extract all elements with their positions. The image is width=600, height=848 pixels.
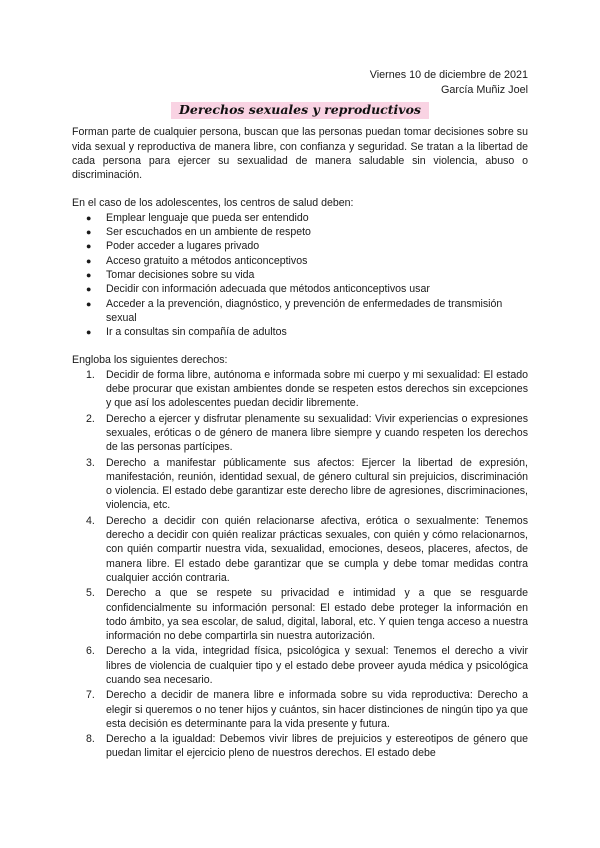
list-item-text: Ser escuchados en un ambiente de respeto [106, 226, 311, 239]
item-number: 6. [86, 645, 95, 658]
item-number: 8. [86, 733, 95, 746]
intro-paragraph: Forman parte de cualquier persona, buscan que las personas puedan tomar decisiones sobre su vida sexual y reproductiva de manera libre, con confianza y seguridad. Se tratan a la libertad de cada persona para ejercer su sexualidad de manera saludable sin violencia, abuso o discriminación. [72, 126, 528, 182]
list-item [86, 412, 528, 455]
list-item [86, 586, 528, 643]
date-line: Viernes 10 de diciembre de 2021 [369, 69, 528, 81]
list-item-text: Poder acceder a lugares privado [106, 240, 260, 253]
document-header [72, 68, 528, 98]
list-item [86, 211, 528, 225]
list-item-text: Derecho a manifestar públicamente sus afectos: Ejercer la libertad de expresión, manifestación, reunión, identidad sexual, de género cultural sin prejuicios, discriminación o violencia. El estado debe garantizar este derecho libre de agresiones, discriminaciones, violencia, etc. [106, 456, 528, 512]
bullet-icon: ● [86, 298, 92, 309]
list-item [86, 514, 528, 585]
list-item [86, 644, 528, 687]
rights-list [72, 368, 528, 761]
item-number: 2. [86, 412, 95, 425]
item-number: 3. [86, 456, 95, 469]
health-centers-lead: En el caso de los adolescentes, los centros de salud deben: [72, 197, 354, 210]
list-item [86, 225, 528, 239]
list-item-text: Emplear lenguaje que pueda ser entendido [106, 211, 309, 224]
title-wrapper [72, 102, 528, 119]
bullet-icon: ● [86, 255, 92, 266]
health-centers-list [72, 211, 528, 340]
bullet-icon: ● [86, 227, 92, 238]
item-number: 7. [86, 689, 95, 702]
list-item [86, 239, 528, 253]
list-item [86, 368, 528, 411]
list-item [86, 282, 528, 296]
list-item [86, 688, 528, 731]
list-item-text: Derecho a que se respete su privacidad e intimidad y a que se resguarde confidencialmente su información personal: El estado debe proteger la información en todo ámbito, ya sea escolar, de salud, digital, laboral, etc. Y quien tenga acceso a nuestra información no debe compartirla sin nuestra autorización. [106, 587, 528, 643]
list-item [86, 297, 528, 326]
author-line: García Muñiz Joel [440, 84, 528, 96]
list-item-text: Derecho a ejercer y disfrutar plenamente su sexualidad: Vivir experiencias o expresiones sexuales, eróticas o de género de manera libre siempre y cuando respeten los derechos de las personas partícipes. [106, 412, 528, 454]
bullet-icon: ● [86, 327, 92, 338]
list-item [86, 325, 528, 339]
list-item-text: Ir a consultas sin compañía de adultos [106, 326, 287, 339]
list-item [86, 456, 528, 513]
list-item-text: Derecho a decidir con quién relacionarse afectiva, erótica o sexualmente: Tenemos derecho a decidir con quién realizar prácticas sexuales, con quién y cómo relacionarnos, con quién compartir nuestra vida, sexualidad, emociones, deseos, placeres, afectos, de manera libre. El estado debe garantizar que se cumpla y debe tomar medidas contra cualquier acción contraria. [106, 514, 528, 584]
rights-lead: Engloba los siguientes derechos: [72, 354, 228, 367]
bullet-icon: ● [86, 269, 92, 280]
list-item [86, 254, 528, 268]
bullet-icon: ● [86, 284, 92, 295]
list-item [86, 732, 528, 761]
bullet-icon: ● [86, 212, 92, 223]
item-number: 1. [86, 368, 95, 381]
spacer [72, 339, 528, 353]
list-item [86, 268, 528, 282]
list-item-text: Tomar decisiones sobre su vida [106, 268, 255, 281]
list-item-text: Derecho a la igualdad: Debemos vivir libres de prejuicios y estereotipos de género que puedan limitar el ejercicio pleno de nuestros derechos. El estado debe [106, 733, 528, 760]
page-title: Derechos sexuales y reproductivos [171, 102, 429, 119]
item-number: 4. [86, 514, 95, 527]
list-item-text: Acceder a la prevención, diagnóstico, y prevención de enfermedades de transmisión sexual [106, 297, 503, 324]
bullet-icon: ● [86, 241, 92, 252]
list-item-text: Acceso gratuito a métodos anticonceptivos [106, 254, 308, 267]
list-item-text: Decidir de forma libre, autónoma e informada sobre mi cuerpo y mi sexualidad: El estado debe procurar que existan ambientes donde se respeten estos derechos sin excepciones y que así los adolescentes puedan decidir libremente. [106, 368, 528, 410]
list-item-text: Derecho a la vida, integridad física, psicológica y sexual: Tenemos el derecho a vivir libres de violencia de cualquier tipo y el estado debe proveer ayuda médica y psicológica cuando sea necesario. [106, 645, 528, 686]
spacer [72, 182, 528, 196]
item-number: 5. [86, 587, 95, 600]
list-item-text: Derecho a decidir de manera libre e informada sobre su vida reproductiva: Derecho a elegir si queremos o no tener hijos y cuántos, sin hacer distinciones de ningún tipo ya que esta decisión es determinante para la vida presente y futura. [106, 689, 528, 730]
list-item-text: Decidir con información adecuada que métodos anticonceptivos usar [106, 283, 430, 296]
